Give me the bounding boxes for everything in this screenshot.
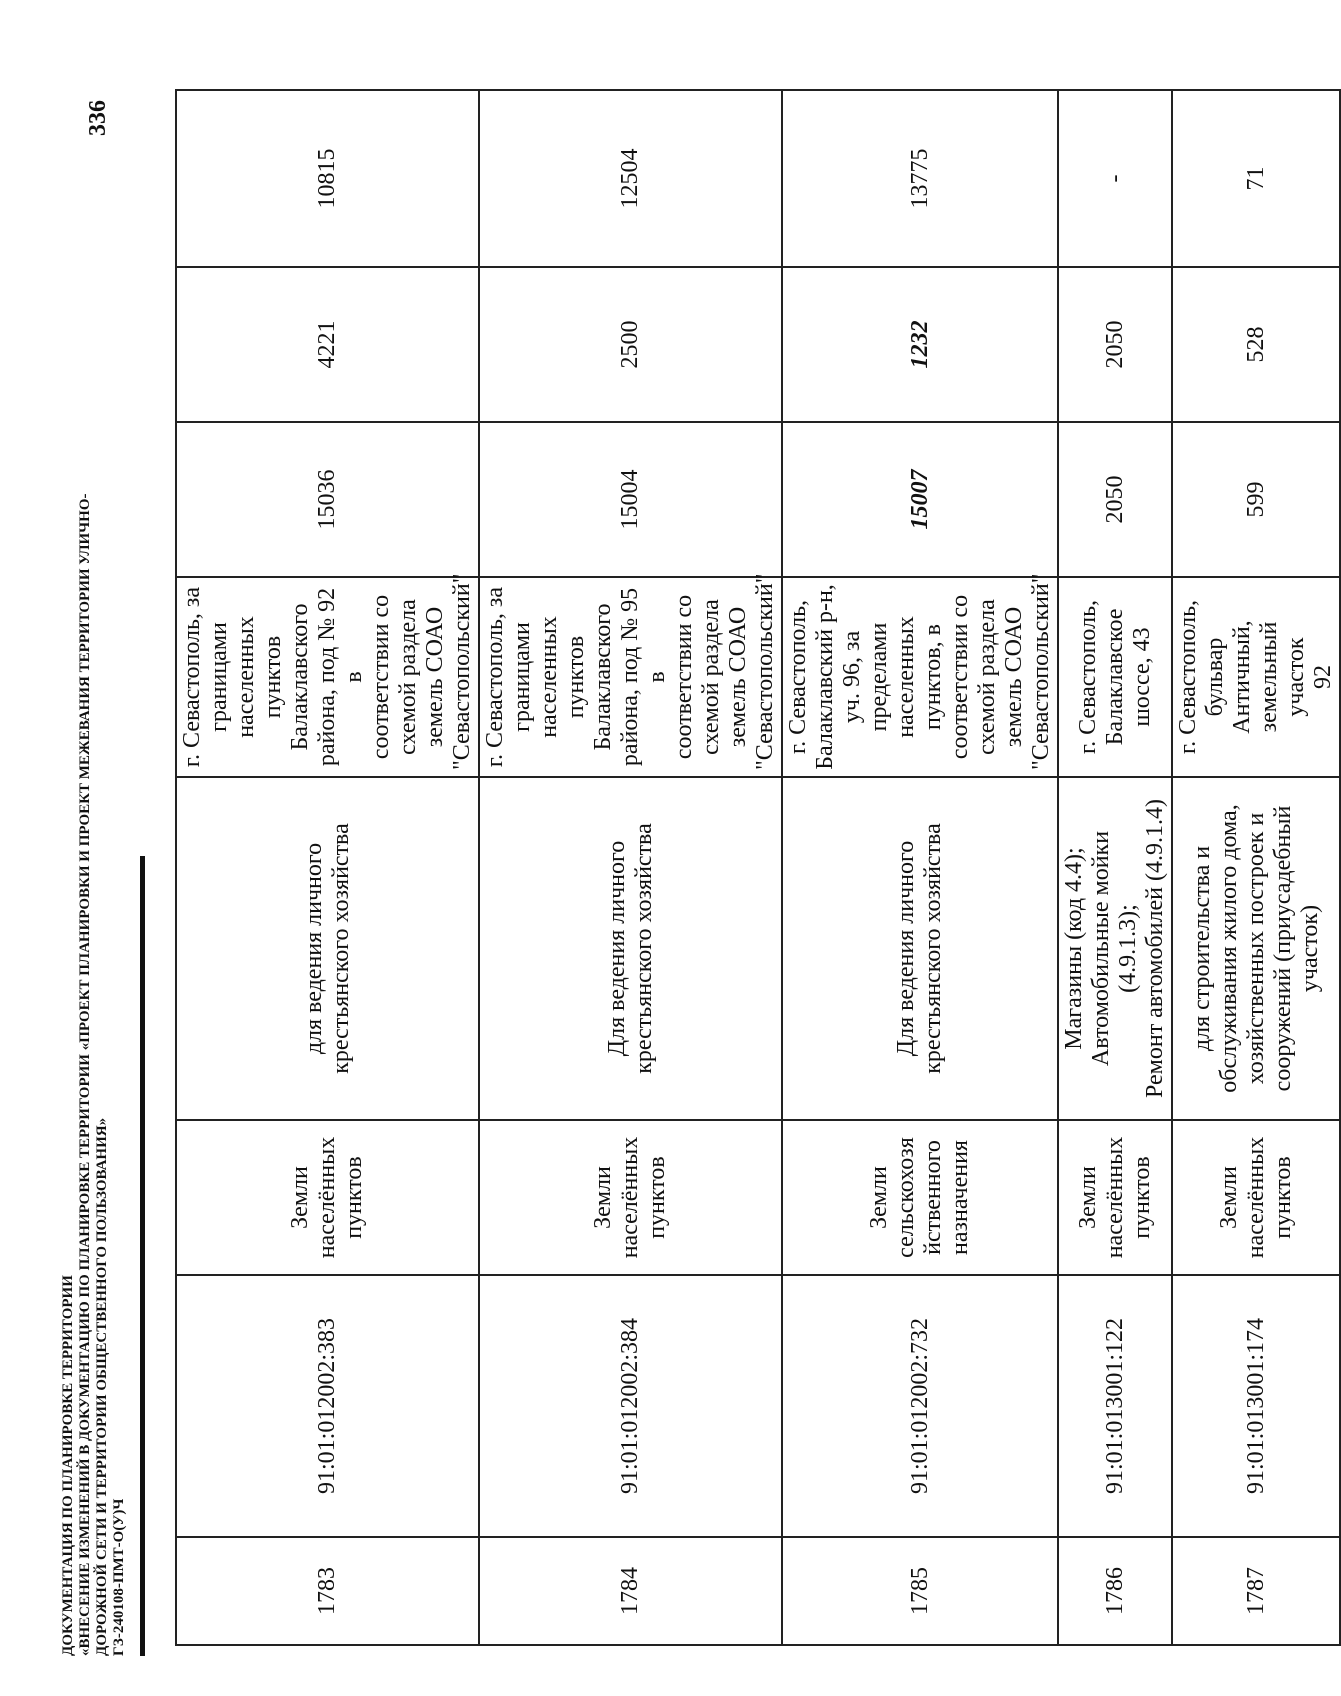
area-cell: 15007: [782, 422, 1058, 577]
area-cell: 15036: [176, 422, 479, 577]
cell-line: "Севастопольский": [752, 573, 778, 770]
header-rule: [140, 856, 145, 1656]
cell-line: земельный участок: [1256, 621, 1309, 733]
cell-line: хозяйственных построек и: [1242, 812, 1269, 1085]
cell-line: Автомобильные мойки (4.9.1.3);: [1088, 830, 1141, 1067]
cell-line: населённых: [314, 1136, 340, 1259]
cadastral-number-cell: 91:01:012002:383: [176, 1275, 479, 1537]
cell-line: населенных: [893, 616, 919, 738]
land-category-cell: [479, 1120, 782, 1275]
cell-line: для строительства и: [1188, 845, 1215, 1052]
cell-line: сооружений (приусадебный: [1269, 805, 1296, 1092]
land-category-cell: [782, 1120, 1058, 1275]
cell-line: схемой раздела: [698, 599, 724, 755]
cell-line: Ремонт автомобилей (4.9.1.4): [1142, 799, 1168, 1099]
cell-line: земель СОАО: [725, 606, 751, 748]
cell-line: соответствии со: [671, 594, 697, 760]
area-cell: 2050: [1058, 267, 1172, 422]
cell-line: Для ведения личного: [603, 840, 630, 1057]
area-cell: 2500: [479, 267, 782, 422]
cell-line: Земли: [866, 1166, 892, 1229]
table-row: [782, 90, 1058, 1645]
cell-line: пунктов: [260, 635, 286, 719]
area-cell: 71: [1172, 90, 1340, 267]
document-header: [60, 376, 128, 1656]
cell-line: границами: [509, 622, 535, 732]
cell-line: Магазины (код 4.4);: [1061, 847, 1087, 1050]
row-number-cell: 1787: [1172, 1537, 1340, 1645]
cell-line: населённых: [617, 1136, 643, 1259]
cell-line: пунктов: [644, 1156, 670, 1239]
cell-line: Земли: [1074, 1166, 1101, 1229]
page-number: 336: [85, 100, 111, 136]
cell-line: уч. 96, за пределами: [839, 622, 892, 732]
address-cell: [479, 573, 782, 777]
cell-line: крестьянского хозяйства: [630, 823, 657, 1074]
row-number-cell: 1785: [782, 1537, 1058, 1645]
area-cell: 12504: [479, 90, 782, 267]
cell-line: Балаклавский р-н,: [812, 584, 838, 770]
table-body: [176, 90, 1340, 1645]
table-row: [1058, 90, 1172, 1645]
permitted-use-cell: [176, 777, 479, 1120]
address-cell: [1058, 577, 1172, 777]
cell-line: соответствии со: [947, 594, 973, 760]
land-category-cell: [1058, 1120, 1172, 1275]
cell-line: обслуживания жилого дома,: [1215, 804, 1242, 1093]
cell-line: Для ведения личного: [893, 840, 919, 1057]
land-category-cell: [1172, 1120, 1340, 1275]
cadastral-number-cell: 91:01:013001:174: [1172, 1275, 1340, 1537]
table-row: [176, 90, 479, 1645]
cadastral-number-cell: 91:01:012002:384: [479, 1275, 782, 1537]
cell-line: земель СОАО: [1001, 606, 1027, 748]
cell-line: "Севастопольский": [1028, 573, 1054, 770]
header-line-4: ГЗ-240108-ПМТ-О(У)Ч: [111, 1498, 127, 1656]
cell-line: района, под № 95 в: [617, 587, 670, 767]
cell-line: шоссе, 43: [1128, 627, 1155, 727]
cell-line: Земли: [1215, 1166, 1242, 1229]
cell-line: Земли: [287, 1166, 313, 1229]
header-line-2: «ВНЕСЕНИЕ ИЗМЕНЕНИЙ В ДОКУМЕНТАЦИЮ ПО ПЛАНИРОВКЕ ТЕРРИТОРИИ «ПРОЕКТ ПЛАНИРОВКИ И ПРОЕКТ МЕЖЕВАНИЯ ТЕРРИТОРИИ УЛИЧНО-: [77, 493, 93, 1656]
cadastral-number-cell: 91:01:012002:732: [782, 1275, 1058, 1537]
cell-line: границами: [206, 622, 232, 732]
cell-line: "Севастопольский": [449, 573, 475, 770]
cell-line: 92: [1310, 665, 1336, 689]
row-number-cell: 1786: [1058, 1537, 1172, 1645]
cell-line: крестьянского хозяйства: [920, 823, 946, 1074]
permitted-use-cell: [1172, 777, 1340, 1120]
cell-line: схемой раздела: [395, 599, 421, 755]
address-cell: [782, 573, 1058, 777]
cell-line: населённых: [1101, 1136, 1128, 1259]
area-cell: 2050: [1058, 422, 1172, 577]
cell-line: схемой раздела: [974, 599, 1000, 755]
area-cell: 1232: [782, 267, 1058, 422]
area-cell: -: [1058, 90, 1172, 267]
permitted-use-cell: [782, 777, 1058, 1120]
cell-line: сельскохозя: [893, 1137, 919, 1258]
cell-line: пунктов: [341, 1156, 367, 1239]
header-line-3: ДОРОЖНОЙ СЕТИ И ТЕРРИТОРИИ ОБЩЕСТВЕННОГО ПОЛЬЗОВАНИЯ»: [94, 1117, 110, 1656]
area-cell: 15004: [479, 422, 782, 577]
table-row: [1172, 90, 1340, 1645]
area-cell: 599: [1172, 422, 1340, 577]
cell-line: Земли: [590, 1166, 616, 1229]
cell-line: г. Севастополь,: [1074, 599, 1101, 755]
cell-line: пунктов: [1128, 1156, 1155, 1239]
cell-line: г. Севастополь, за: [179, 586, 205, 768]
cell-line: г. Севастополь,: [785, 599, 811, 755]
land-plots-table: [175, 89, 1341, 1646]
area-cell: 10815: [176, 90, 479, 267]
row-number-cell: 1784: [479, 1537, 782, 1645]
cell-line: земель СОАО: [422, 606, 448, 748]
cell-line: Балаклавского: [590, 603, 616, 751]
cell-line: пунктов, в: [920, 624, 946, 730]
cadastral-number-cell: 91:01:013001:122: [1058, 1275, 1172, 1537]
cell-line: Балаклавское: [1101, 608, 1128, 746]
row-number-cell: 1783: [176, 1537, 479, 1645]
cell-line: населенных: [536, 616, 562, 738]
cell-line: соответствии со: [368, 594, 394, 760]
address-cell: [176, 573, 479, 777]
cell-line: бульвар Античный,: [1202, 620, 1255, 734]
cell-line: населенных: [233, 616, 259, 738]
area-cell: 528: [1172, 267, 1340, 422]
header-line-1: ДОКУМЕНТАЦИЯ ПО ПЛАНИРОВКЕ ТЕРРИТОРИИ: [60, 1275, 76, 1656]
cell-line: г. Севастополь, за: [482, 586, 508, 768]
table-row: [479, 90, 782, 1645]
address-cell: [1172, 577, 1340, 777]
cell-line: населённых: [1242, 1136, 1269, 1259]
area-cell: 13775: [782, 90, 1058, 267]
cell-line: назначения: [947, 1140, 973, 1255]
cell-line: участок): [1296, 904, 1323, 993]
cell-line: г. Севастополь,: [1175, 599, 1201, 755]
permitted-use-cell: [479, 777, 782, 1120]
cell-line: крестьянского хозяйства: [327, 823, 354, 1074]
cell-line: йственного: [920, 1140, 946, 1255]
permitted-use-cell: [1058, 777, 1172, 1120]
area-cell: 4221: [176, 267, 479, 422]
cell-line: Балаклавского: [287, 603, 313, 751]
cell-line: района, под № 92 в: [314, 587, 367, 767]
cell-line: для ведения личного: [300, 842, 327, 1055]
cell-line: пунктов: [563, 635, 589, 719]
land-category-cell: [176, 1120, 479, 1275]
cell-line: пунктов: [1269, 1156, 1296, 1239]
